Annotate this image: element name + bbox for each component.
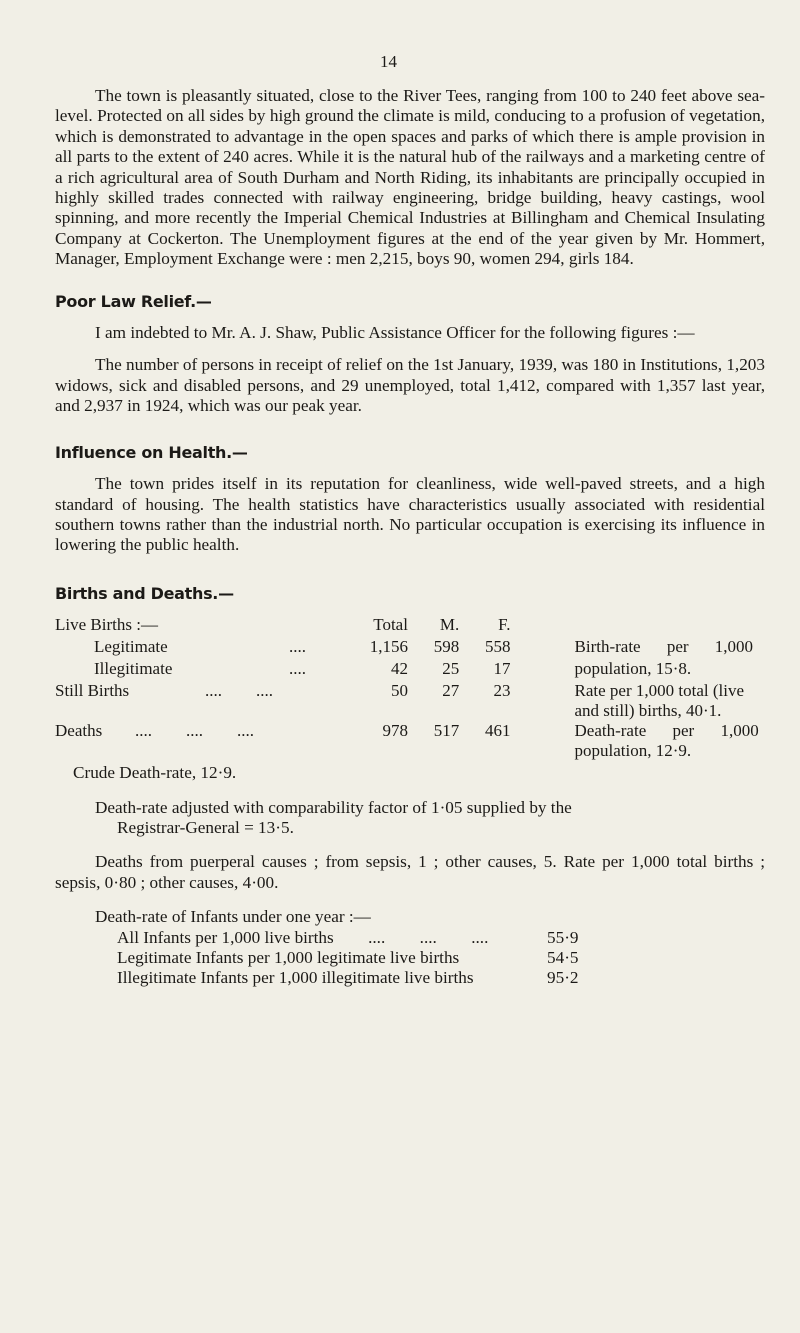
row-note (517, 681, 765, 721)
row-label: Still Births (55, 681, 130, 701)
infant-row-label: All Infants per 1,000 live births .... .... .... (117, 927, 489, 947)
row-m: 25 (442, 659, 460, 679)
row-note (517, 721, 765, 761)
birth-rate-note-cont: population, 15·8. (574, 659, 692, 679)
health-paragraph: The town prides itself in its reputation for cleanliness, wide well-paved streets, and a high standard of housing. The health statistics have characteristics usually associated with residential southern towns rather than the industrial north. No particular occupation is exercising its influence in lowering the public health. (55, 474, 765, 555)
row-f: 17 (493, 659, 511, 679)
poor-law-figures: The number of persons in receipt of relief on the 1st January, 1939, was 180 in Institutions, 1,203 widows, sick and disabled persons, and 29 unemployed, total 1,412, compared with 1,357 last year, and 2,937 in 1924, which was our peak year. (55, 355, 765, 416)
live-births-label: Live Births :— (55, 615, 158, 635)
row-note (517, 637, 765, 659)
poor-law-heading: Poor Law Relief.— (55, 291, 212, 311)
infant-row-value: 54·5 (547, 947, 579, 967)
infant-row-value: 55·9 (547, 927, 579, 947)
adjusted-line-1: Death-rate adjusted with comparability factor of 1·05 supplied by the (95, 797, 572, 817)
row-m: 27 (442, 681, 460, 701)
infant-row-label: Legitimate Infants per 1,000 legitimate live births (117, 947, 460, 967)
list-item (117, 948, 765, 968)
table-header-row (55, 615, 765, 637)
row-note (517, 659, 765, 681)
row-label: Legitimate (94, 637, 168, 657)
infant-death-rates (55, 907, 765, 989)
puerperal-paragraph: Deaths from puerperal causes ; from sepsis, 1 ; other causes, 5. Rate per 1,000 total births ; sepsis, 0·80 ; other causes, 4·00. (55, 852, 765, 892)
still-birth-rate-note: Rate per 1,000 total (live (574, 681, 744, 701)
row-dots: .... (289, 659, 306, 679)
header-total: Total (373, 615, 408, 635)
still-birth-rate-note-cont: and still) births, 40·1. (574, 701, 722, 721)
table-row (55, 659, 765, 681)
header-f: F. (498, 615, 511, 635)
death-rate-note: Death-rate per 1,000 (574, 721, 759, 741)
death-rate-note-cont: population, 12·9. (574, 741, 692, 761)
health-heading: Influence on Health.— (55, 442, 248, 462)
infant-row-label: Illegitimate Infants per 1,000 illegitimate live births (117, 968, 474, 988)
infant-row-value: 95·2 (547, 968, 579, 988)
row-label: Illegitimate (94, 659, 173, 679)
row-label: Deaths (55, 721, 103, 741)
list-item (117, 928, 765, 948)
page-content (55, 86, 765, 989)
row-total: 42 (390, 659, 408, 679)
births-deaths-table (55, 615, 765, 761)
row-f: 23 (493, 681, 511, 701)
adjusted-death-rate (55, 798, 765, 839)
table-row (55, 681, 765, 721)
births-deaths-heading: Births and Deaths.— (55, 583, 234, 603)
row-m: 598 (433, 637, 460, 657)
row-total: 978 (382, 721, 408, 741)
birth-rate-note: Birth-rate per 1,000 (574, 637, 754, 657)
table-row (55, 637, 765, 659)
page-number: 14 (380, 52, 397, 71)
row-dots: .... (289, 637, 306, 657)
row-f: 558 (485, 637, 511, 657)
row-f: 461 (485, 721, 511, 741)
poor-law-intro: I am indebted to Mr. A. J. Shaw, Public Assistance Officer for the following figures :— (95, 323, 695, 343)
intro-paragraph: The town is pleasantly situated, close to the River Tees, ranging from 100 to 240 feet above sea-level. Protected on all sides by high ground the climate is mild, conducing to a profusion of vegetation, which is demonstrated to advantage in the open spaces and parks of which there is ample provision in all parts to the extent of 240 acres. While it is the natural hub of the railways and a marketing centre of a rich agricultural area of South Durham and North Riding, its inhabitants are principally occupied in highly skilled trades connected with railway engineering, bridge building, heavy castings, wool spinning, and more recently the Imperial Chemical Industries at Billingham and Chemical Insulating Company at Cockerton. The Unemployment figures at the end of the year given by Mr. Hommert, Manager, Employment Exchange were : men 2,215, boys 90, women 294, girls 184. (55, 86, 765, 269)
table-row (55, 721, 765, 761)
crude-death-rate: Crude Death-rate, 12·9. (73, 763, 237, 783)
row-total: 1,156 (369, 637, 408, 657)
infants-heading: Death-rate of Infants under one year :— (95, 907, 371, 927)
row-dots: .... .... .... (135, 721, 254, 741)
row-m: 517 (433, 721, 460, 741)
adjusted-line-2: Registrar-General = 13·5. (117, 817, 294, 837)
header-m: M. (439, 615, 460, 635)
list-item (117, 968, 765, 988)
row-dots: .... .... (205, 681, 273, 701)
row-total: 50 (390, 681, 408, 701)
